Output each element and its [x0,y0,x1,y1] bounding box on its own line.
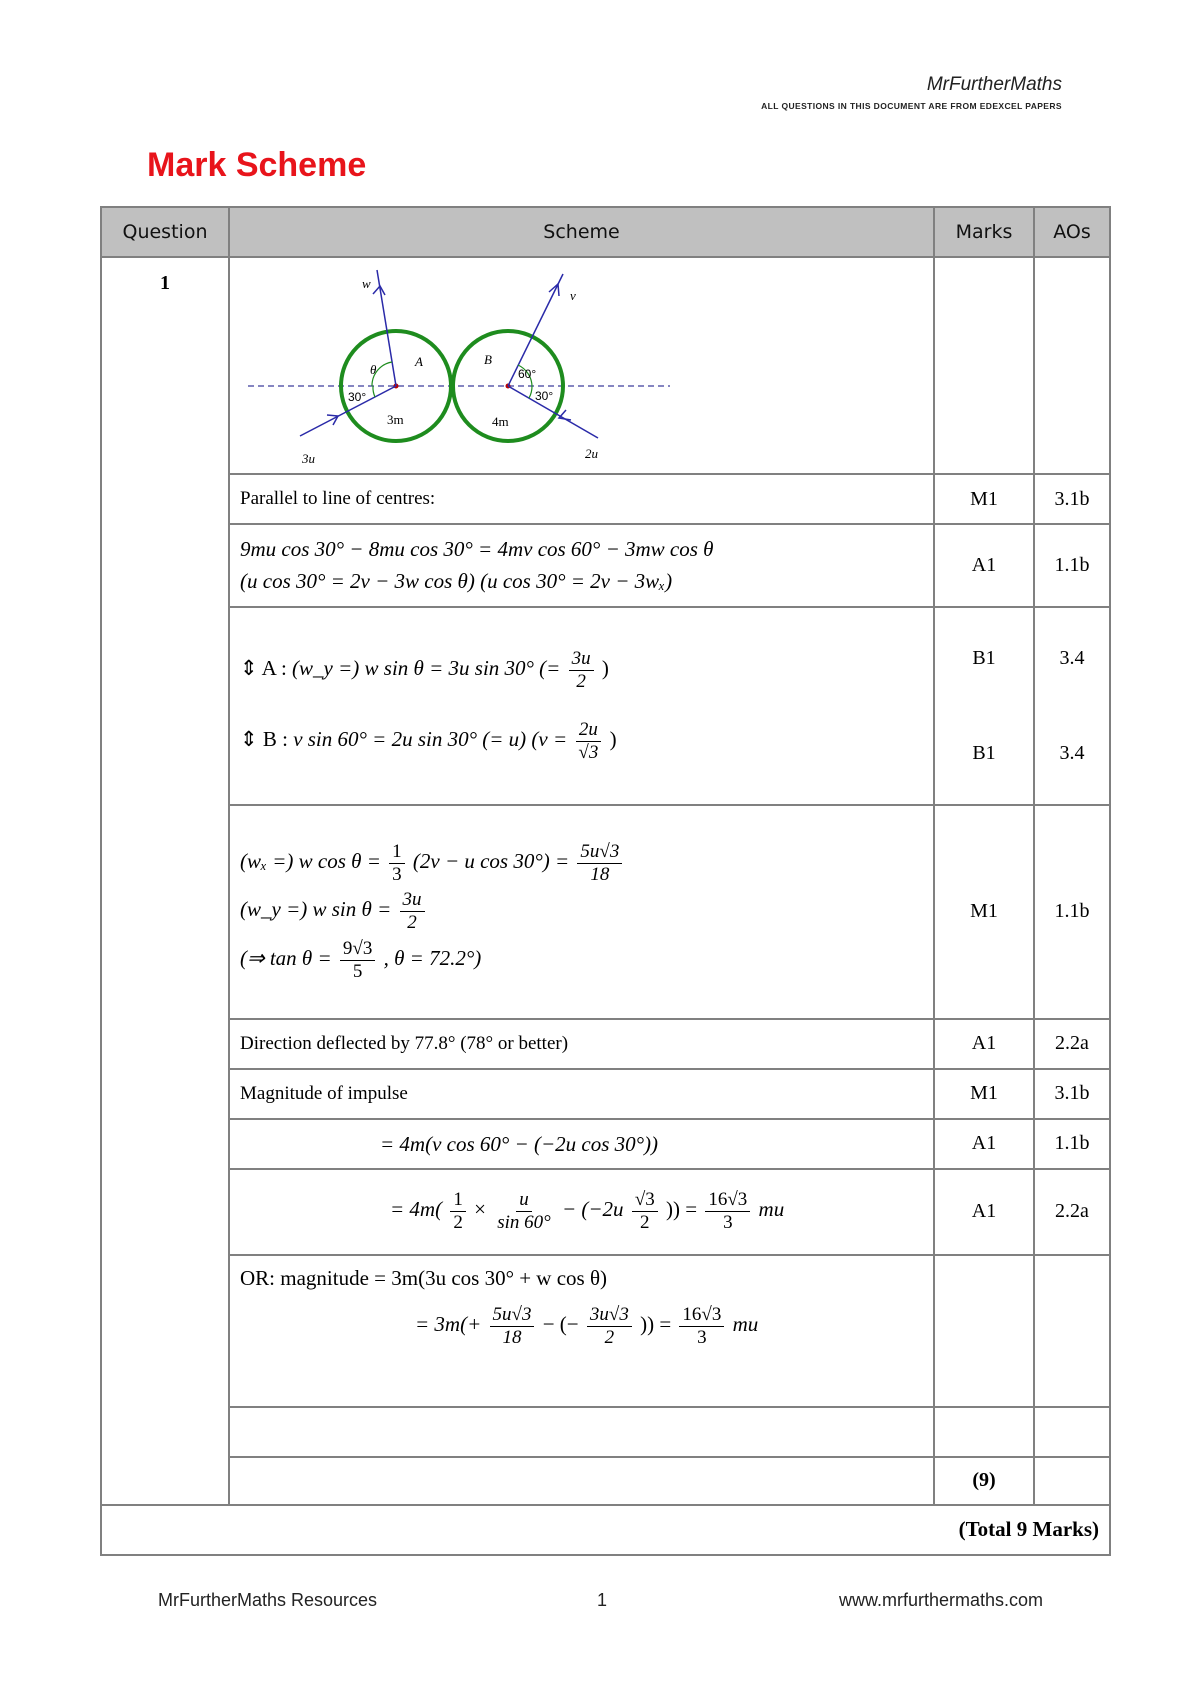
expr: mu [758,1197,785,1222]
fraction [577,841,622,886]
label-60: 60° [518,367,537,381]
angle-arc-30-right [529,386,532,398]
expr: v sin 60° = 2u sin 30° (= u) (v = [293,726,573,751]
expr: = 4m( [390,1197,443,1222]
times-sign: × [474,1197,486,1222]
mark: M1 [934,805,1034,1019]
expr: (2v − u cos 30°) = [412,848,575,873]
aos-cell [1034,1457,1110,1505]
label-30-right: 30° [535,389,554,403]
numerator: 1 [450,1189,466,1212]
expr: OR: magnitude = 3m(3u cos 30° + w cos θ) [240,1265,608,1290]
label-mass-b: 4m [492,414,509,429]
footer-left: MrFurtherMaths Resources [158,1590,378,1610]
label-b: B [484,352,492,367]
perp-a-prefix: ⇕ A : [240,656,287,681]
table-row [101,1407,1110,1457]
header-question: Question [101,207,229,257]
table-row [101,1169,1110,1255]
fraction [389,841,405,886]
question-number: 1 [101,257,229,1505]
brand-name: MrFurtherMaths [926,74,1062,95]
footer-url[interactable]: www.mrfurthermaths.com [838,1590,1043,1610]
denominator: 5 [352,960,363,982]
equation-line [240,648,923,693]
label-theta: θ [370,362,377,377]
fraction [450,1189,466,1234]
table-row [101,805,1110,1019]
label-v: v [570,288,576,303]
mark: A1 [934,524,1034,607]
denominator: 18 [502,1326,522,1348]
fraction [569,648,594,693]
marks-cell [934,257,1034,474]
mark: A1 [934,1019,1034,1069]
close-paren: ) [601,656,609,681]
mark: M1 [934,474,1034,524]
equation-line [240,938,923,983]
fraction [679,1304,724,1349]
mark: M1 [934,1069,1034,1119]
numerator: 3u√3 [587,1304,632,1327]
scheme-text: Magnitude of impulse [229,1069,934,1119]
label-mass-a: 3m [387,412,404,427]
expr: (⇒ tan θ = [240,946,337,971]
denominator: 2 [576,670,586,692]
velocity-w-arrow-icon [373,286,385,295]
expr: − (− [542,1312,579,1337]
denominator: 3 [392,863,402,885]
ao: 1.1b [1034,805,1110,1019]
numerator: 3u [569,648,594,671]
label-w: w [362,276,371,291]
table-row [101,1119,1110,1169]
expr: )) = [666,1197,703,1222]
fraction [494,1189,554,1234]
collision-diagram [230,258,935,468]
velocity-v-arrow-icon [549,284,559,296]
angle-arc-30-left [373,386,375,397]
numerator: 9√3 [340,938,375,961]
table-row [101,524,1110,607]
numerator: 16√3 [705,1189,750,1212]
equation-line: 9mu cos 30° − 8mu cos 30° = 4mv cos 60° − 3mw cos θ [240,537,714,561]
denominator: 2 [407,912,417,934]
mark: B1 [972,646,996,669]
expr: (w_y =) w sin θ = 3u sin 30° (= [292,656,566,681]
aos-cell [1034,607,1110,805]
equation-line [240,1264,923,1292]
total-marks: (Total 9 Marks) [101,1505,1110,1555]
equation-line [240,841,923,886]
numerator: √3 [632,1189,658,1212]
mark: A1 [934,1119,1034,1169]
table-row [101,474,1110,524]
fraction [587,1304,632,1349]
numerator: u [516,1189,532,1212]
velocity-3u-arrow-icon [327,415,338,425]
expr: )) = [640,1312,677,1337]
header-marks: Marks [934,207,1034,257]
mark: B1 [972,741,996,764]
perp-b-prefix: ⇕ B : [240,726,288,751]
numerator: 2u [576,719,601,742]
fraction [632,1189,658,1234]
marks-cell [934,1407,1034,1457]
scheme-math [229,1255,934,1407]
ao: 2.2a [1034,1169,1110,1255]
table-header-row [101,207,1110,257]
scheme-text: Parallel to line of centres: [229,474,934,524]
expr: (wₓ =) w cos θ = [240,848,387,873]
numerator: 5u√3 [577,841,622,864]
denominator: 2 [640,1212,650,1234]
label-3u: 3u [302,451,315,466]
aos-cell [1034,257,1110,474]
denominator: 3 [723,1212,733,1234]
denominator: 2 [604,1326,615,1348]
collision-diagram-cell [229,257,934,474]
table-row [101,607,1110,805]
equation-line [240,719,923,764]
scheme-math [229,805,934,1019]
label-2u: 2u [585,446,598,461]
aos-cell [1034,1255,1110,1407]
numerator: 3u [400,889,425,912]
denominator: 18 [590,863,610,885]
equation-line: (u cos 30° = 2v − 3w cos θ) (u cos 30° = 2v − 3wₓ) [240,569,673,594]
scheme-empty [229,1407,934,1457]
equation-line [240,889,923,934]
fraction [575,719,601,764]
subtotal-marks: (9) [934,1457,1034,1505]
mark: A1 [934,1169,1034,1255]
marks-cell [934,607,1034,805]
fraction [490,1304,535,1349]
ao: 2.2a [1034,1019,1110,1069]
velocity-2u-arrow-icon [559,410,571,420]
mark-scheme-table [100,206,1111,1556]
table-row [101,1255,1110,1407]
expr: mu [732,1312,759,1337]
scheme-text: Direction deflected by 77.8° (78° or better) [229,1019,934,1069]
expr: = 3m(+ [415,1312,482,1337]
header-aos: AOs [1034,207,1110,257]
table-row [101,1457,1110,1505]
scheme-math [229,1119,934,1169]
denominator: 2 [453,1212,463,1234]
ao: 3.4 [1059,741,1085,764]
denominator: sin 60° [497,1212,551,1234]
header-scheme: Scheme [229,207,934,257]
table-row [101,1019,1110,1069]
table-row [101,257,1110,474]
ao: 1.1b [1034,1119,1110,1169]
numerator: 5u√3 [490,1304,535,1327]
table-row [101,1069,1110,1119]
ao: 3.1b [1034,1069,1110,1119]
ao: 3.4 [1059,646,1085,669]
marks-cell [934,1255,1034,1407]
denominator: √3 [578,741,599,763]
expr: − (−2u [561,1197,629,1222]
close-paren: ) [609,726,617,751]
numerator: 16√3 [679,1304,724,1327]
total-row [101,1505,1110,1555]
expr: , θ = 72.2°) [383,946,482,971]
fraction [705,1189,750,1234]
scheme-math [229,524,934,607]
expr: = 4m(v cos 60° − (−2u cos 30°)) [380,1131,659,1156]
scheme-math [229,607,934,805]
fraction [340,938,375,983]
label-a: A [415,354,423,369]
aos-cell [1034,1407,1110,1457]
scheme-empty [229,1457,934,1505]
fraction [400,889,425,934]
label-30-left: 30° [348,390,367,404]
brand-subtitle: ALL QUESTIONS IN THIS DOCUMENT ARE FROM EDEXCEL PAPERS [761,101,1062,111]
numerator: 1 [389,841,405,864]
equation-line [240,1304,923,1349]
ao: 1.1b [1034,524,1110,607]
denominator: 3 [697,1326,707,1348]
page-number: 1 [597,1590,608,1610]
expr: (w_y =) w sin θ = [240,897,397,922]
ao: 3.1b [1034,474,1110,524]
page-title: Mark Scheme [147,146,367,184]
scheme-math [229,1169,934,1255]
